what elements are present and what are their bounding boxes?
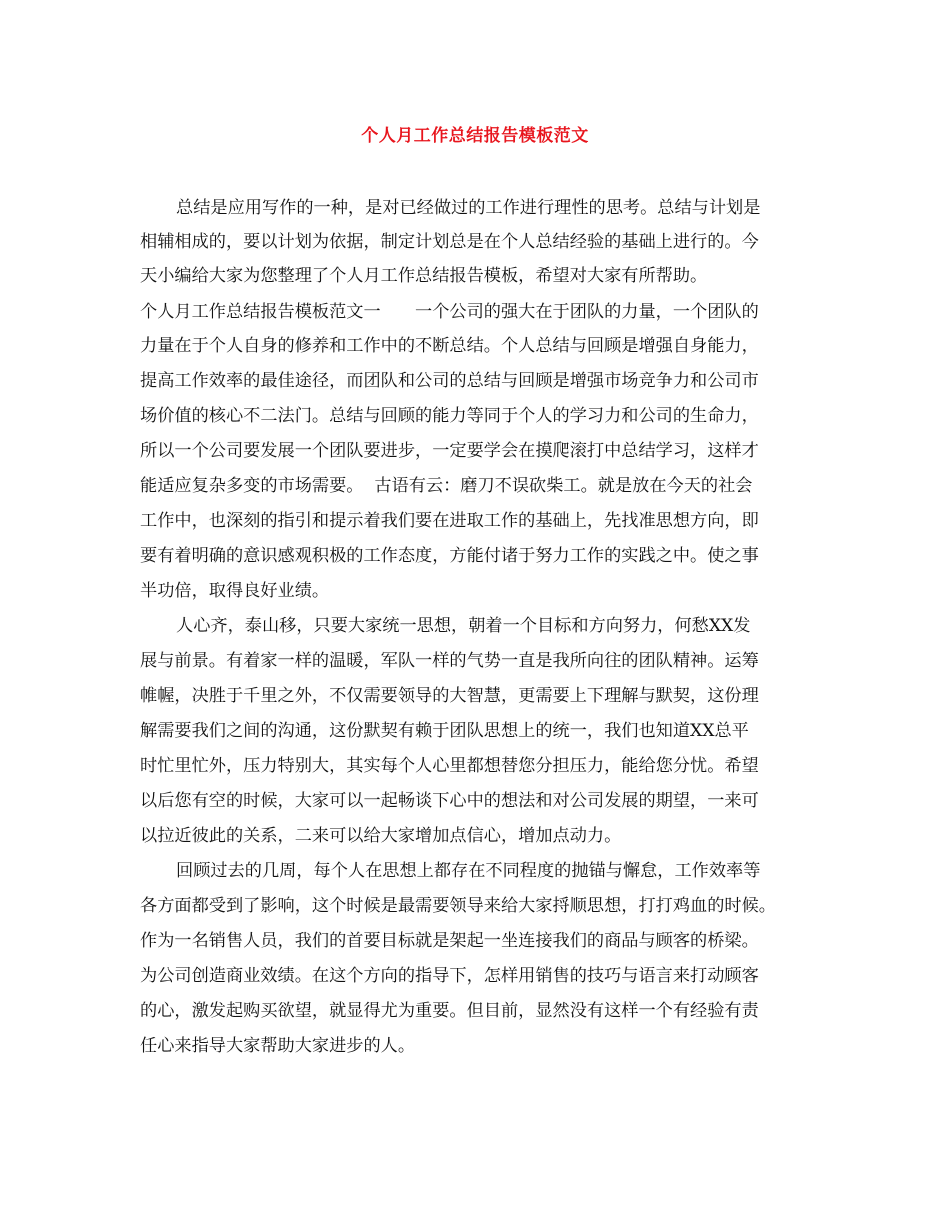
body-line: 能适应复杂多变的市场需要。 古语有云：磨刀不误砍柴工。就是放在今天的社会: [140, 476, 753, 496]
body-line: 天小编给大家为您整理了个人月工作总结报告模板，希望对大家有所帮助。: [140, 266, 708, 286]
body-line: 场价值的核心不二法门。总结与回顾的能力等同于个人的学习力和公司的生命力，: [140, 406, 759, 426]
body-line: 回顾过去的几周，每个人在思想上都存在不同程度的抛锚与懈怠，工作效率等: [176, 861, 761, 881]
body-line: 所以一个公司要发展一个团队要进步，一定要学会在摸爬滚打中总结学习，这样才: [140, 441, 759, 461]
body-line: 为公司创造商业效绩。在这个方向的指导下，怎样用销售的技巧与语言来打动顾客: [140, 966, 759, 986]
body-line: 相辅相成的，要以计划为依据，制定计划总是在个人总结经验的基础上进行的。今: [140, 232, 759, 252]
body-line: 各方面都受到了影响，这个时候是最需要领导来给大家捋顺思想，打打鸡血的时候。: [140, 896, 776, 916]
body-line: 以后您有空的时候，大家可以一起畅谈下心中的想法和对公司发展的期望，一来可: [140, 791, 759, 811]
body-line: 帷幄，决胜于千里之外，不仅需要领导的大智慧，更需要上下理解与默契，这份理: [140, 686, 759, 706]
body-line: 工作中，也深刻的指引和提示着我们要在进取工作的基础上，先找准思想方向，即: [140, 511, 759, 531]
body-line: 总结是应用写作的一种，是对已经做过的工作进行理性的思考。总结与计划是: [176, 198, 761, 218]
body-line: 解需要我们之间的沟通，这份默契有赖于团队思想上的统一，我们也知道XX总平: [140, 721, 749, 741]
body-line: 人心齐，泰山移，只要大家统一思想，朝着一个目标和方向努力，何愁XX发: [176, 616, 751, 636]
body-line: 展与前景。有着家一样的温暖，军队一样的气势一直是我所向往的团队精神。运筹: [140, 651, 759, 671]
body-line: 力量在于个人自身的修养和工作中的不断总结。个人总结与回顾是增强自身能力，: [140, 336, 759, 356]
body-line: 提高工作效率的最佳途径，而团队和公司的总结与回顾是增强市场竞争力和公司市: [140, 371, 759, 391]
body-line: 以拉近彼此的关系，二来可以给大家增加点信心，增加点动力。: [140, 826, 622, 846]
body-line: 作为一名销售人员，我们的首要目标就是架起一坐连接我们的商品与顾客的桥梁。: [140, 931, 759, 951]
body-line: 时忙里忙外，压力特别大，其实每个人心里都想替您分担压力，能给您分忧。希望: [140, 756, 759, 776]
body-line: 半功倍，取得良好业绩。: [140, 581, 330, 601]
body-line: 的心，激发起购买欲望，就显得尤为重要。但目前，显然没有这样一个有经验有责: [140, 1001, 759, 1021]
document-title: 个人月工作总结报告模板范文: [361, 126, 589, 146]
body-line: 个人月工作总结报告模板范文一 一个公司的强大在于团队的力量，一个团队的: [140, 302, 759, 322]
body-line: 要有着明确的意识感观积极的工作态度，方能付诸于努力工作的实践之中。使之事: [140, 546, 759, 566]
body-line: 任心来指导大家帮助大家进步的人。: [140, 1036, 416, 1056]
